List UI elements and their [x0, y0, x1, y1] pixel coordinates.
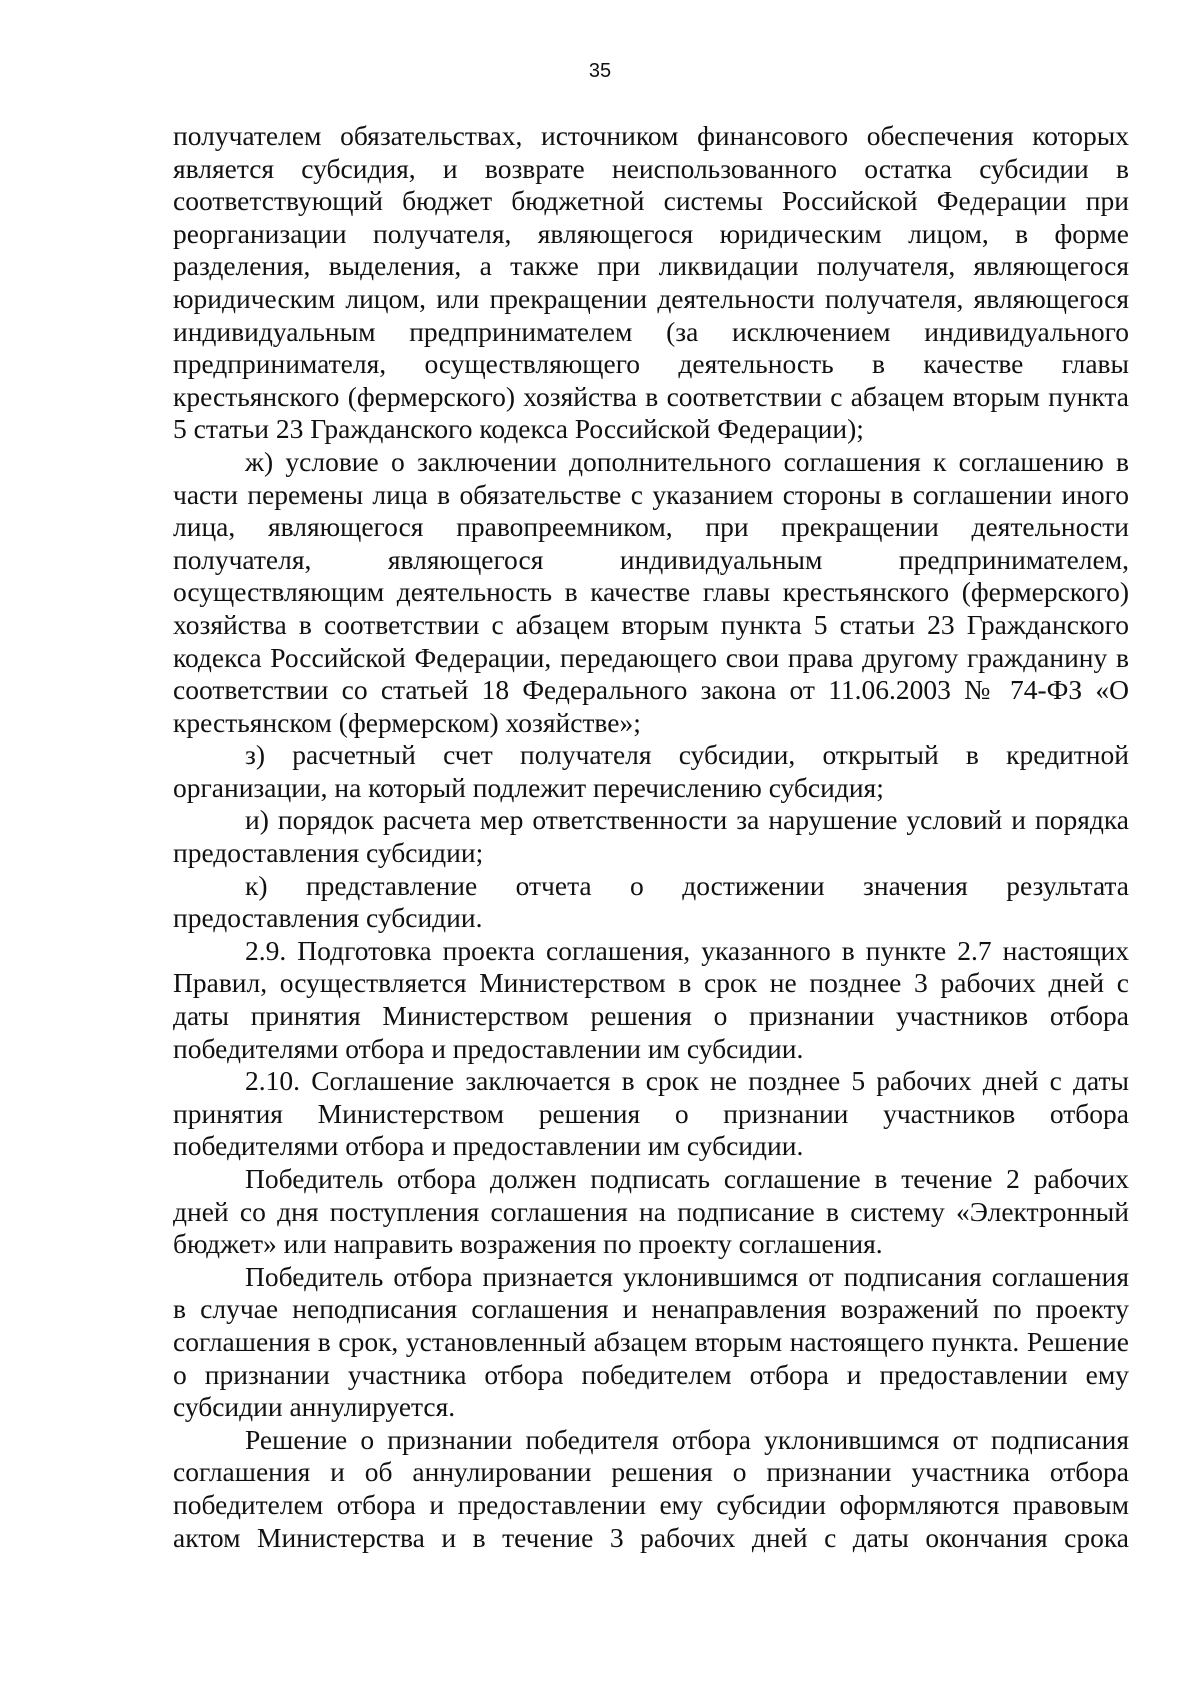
paragraph-decision: Решение о признании победителя отбора уклонившимся от подписания соглашения и об аннулировании решения о признании участника отбора победителем отбора и предоставлении ему субсидии оформляются правовым актом Министерства и в течение 3 рабочих дней с даты окончания срока: [173, 1423, 1129, 1553]
paragraph-2-9: 2.9. Подготовка проекта соглашения, указанного в пункте 2.7 настоящих Правил, осуществляется Министерством в срок не позднее 3 рабочих дней с даты принятия Министерством решения о признании участников отбора победителями отбора и предоставлении им субсидии.: [173, 934, 1129, 1064]
page-number: 35: [588, 60, 612, 82]
paragraph-continuation: получателем обязательствах, источником финансового обеспечения которых является субсидия, и возврате неиспользованного остатка субсидии в соответствующий бюджет бюджетной системы Российской Федерации при реорганизации получателя, являющегося юридическим лицом, в форме разделения, выделения, а также при ликвидации получателя, являющегося юридическим лицом, или прекращении деятельности получателя, являющегося индивидуальным предпринимателем (за исключением индивидуального предпринимателя, осуществляющего деятельность в качестве главы крестьянского (фермерского) хозяйства в соответствии с абзацем вторым пункта 5 статьи 23 Гражданского кодекса Российской Федерации);: [173, 120, 1129, 445]
document-body: [173, 120, 1129, 1554]
paragraph-item-zh: ж) условие о заключении дополнительного соглашения к соглашению в части перемены лица в обязательстве с указанием стороны в соглашении иного лица, являющегося правопреемником, при прекращении деятельности получателя, являющегося индивидуальным предпринимателем, осуществляющим деятельность в качестве главы крестьянского (фермерского) хозяйства в соответствии с абзацем вторым пункта 5 статьи 23 Гражданского кодекса Российской Федерации, передающего свои права другому гражданину в соответствии со статьей 18 Федерального закона от 11.06.2003 № 74-ФЗ «О крестьянском (фермерском) хозяйстве»;: [173, 445, 1129, 738]
paragraph-item-i: и) порядок расчета мер ответственности за нарушение условий и порядка предоставления субсидии;: [173, 804, 1129, 869]
paragraph-item-z: з) расчетный счет получателя субсидии, открытый в кредитной организации, на который подлежит перечислению субсидия;: [173, 739, 1129, 803]
paragraph-signing-deadline: Победитель отбора должен подписать соглашение в течение 2 рабочих дней со дня поступления соглашения на подписание в систему «Электронный бюджет» или направить возражения по проекту соглашения.: [173, 1163, 1129, 1260]
paragraph-2-10: 2.10. Соглашение заключается в срок не позднее 5 рабочих дней с даты принятия Министерством решения о признании участников отбора победителями отбора и предоставлении им субсидии.: [173, 1065, 1129, 1162]
paragraph-evasion: Победитель отбора признается уклонившимся от подписания соглашения в случае неподписания соглашения и ненаправления возражений по проекту соглашения в срок, установленный абзацем вторым настоящего пункта. Решение о признании участника отбора победителем отбора и предоставлении ему субсидии аннулируется.: [173, 1260, 1129, 1423]
paragraph-item-k: к) представление отчета о достижении значения результата предоставления субсидии.: [173, 869, 1129, 934]
